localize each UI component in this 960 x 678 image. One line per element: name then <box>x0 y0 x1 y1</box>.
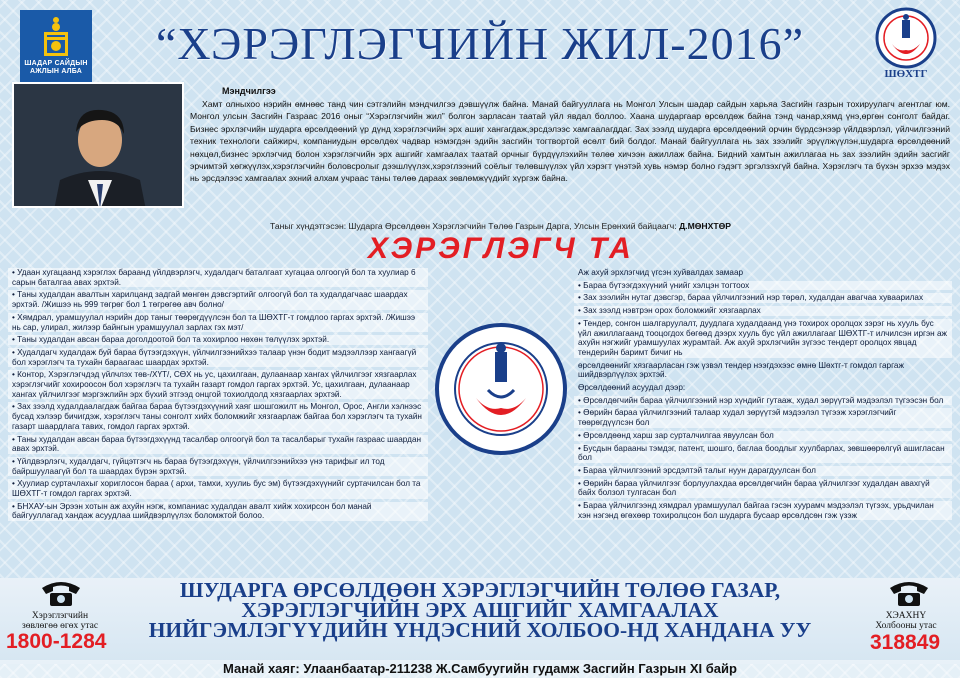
association-caption-line-2: Холбооны утас <box>875 621 937 631</box>
list-item: • Зах зээлд нэвтрэн орох боломжийг хязгаарлах <box>574 306 952 316</box>
ministry-logo-caption-1: ШАДАР САЙДЫН <box>24 60 88 67</box>
hotline-caption-line-1: Хэрэглэгчийн <box>31 611 89 621</box>
greeting-body: Хамт олныхоо нэрийн өмнөөс танд чин сэтгэлийн мэндчилгээ дэвшүүлж байна. Манай байгууллага нь Монгол Улсын шадар сайдын харьяа Засгийн газрын тохируулагч агентлаг юм. Монгол улсын Засгийн Газраас 2016 оныг “Хэрэглэгчийн жил” болгон зарласан таатай үйл явдал боллоо. Хаана шударгаар өрсөлдөж байна тэнд чанар,хямд үнэ,өргөн сонголт байдаг. Бизнес эрхлэгчийн шударга өрсөлдөөний үр дүнд хэрэглэгчийн эрх ашиг хангагдаж,эрсдэлээс хамгаалагддаг. Зах зээлд шударга өрсөлдөөний орчин бүрдсэнээр үйлдвэрлэл, үйлчилгээний техник технологи сайжирч, компаниудын өрсөлдөх чадвар нэмэгдэн эдийн засгийн тогтвортой өсөлт бий болдог. Манай байгууллага нь зах зээлийг эрүүлжүүлэн,шударга өрсөлдөөний нөхцөл,бизнес эрхлэгчид болон хэрэглэгчийн эрх ашгийг хамгаалах таатай орчныг бүрдүүлэхийн төлөө хичээн ажиллаж байна. Бидний хамтын ажиллагаа нь зах зээлийн эдийн засгийг эрчимтэй хөгжүүлэх,хэрэглэгчийн боловсролыг дээшлүүлэх,хэрэглээний соёлыг төлөвшүүлэх үйл хэрэгт үнэтэй хувь нэмэр болно гэдэгт эргэлзэхгүй байна. Хэрэглэгч та бүхэн эрхээ мэдэх нь эрсдэлээс хамгаалах эхний алхам учраас таны төлөө дараах зөвлөмжүүдийг хүргэж байна. <box>190 99 950 184</box>
list-item: • Бусдын барааны тэмдэг, патент, шошго, баглаа боодлыг хуулбарлах, зөвшөөрөлгүй ашигласан бол <box>574 444 952 463</box>
signature-prefix: Таныг хүндэтгэсэн: Шударга Өрсөлдөөн Хэрэглэгчийн Төлөө Газрын Дарга, Улсын Ерөнхий байцаагч: <box>270 221 680 231</box>
list-item: • Таны худалдан авалтын харилцанд задгай мөнгөн дэвсгэртийг олгоогүй бол та худалдагчаас шаардах эрхтэй. /Жишээ нь 999 төгрөг бол 1 төгрөгөө авч болно/ <box>8 290 428 309</box>
list-paragraph: Өрсөлдөөний асуудал дээр: <box>578 383 686 393</box>
soyombo-icon <box>43 16 69 58</box>
list-item: • Худалдагч худалдаж буй бараа бүтээгдэхүүн, үйлчилгээнийхээ талаар үнэн бодит мэдээллээр хангаагүй бол хэрэглэгч та тухайн бараагаас шаардах эрхтэй. <box>8 348 428 367</box>
list-item: • Бараа үйлчилгээнд хямдрал урамшуулал байгаа гэсэн хуурамч мэдээлэл түгээх, урьдчилан хэн нэгэнд өгөхөөр тохиролцсон бол шударга бусаар өрсөлдсөн гэж үзэж <box>574 501 952 520</box>
signature-name: Д.МӨНХТӨР <box>679 221 732 231</box>
agency-logo-caption: ШӨХТГ <box>884 68 928 80</box>
telephone-icon <box>38 578 84 608</box>
list-paragraph: Аж ахуй эрхлэгчид үгсэн хуйвалдах замаар <box>578 268 744 277</box>
ministry-logo-caption-2: АЖЛЫН АЛБА <box>29 68 83 75</box>
list-item: • Тендер, сонгон шалгаруулалт, дуудлага худалдаанд үнэ тохирох оролцох зэрэг нь хууль бус үйл ажиллагаанд тооцогдох бөгөөд дээрх хууль бус үйл ажиллагааг ШӨХТГ-т илчилсэн иргэн аж ахуйн нэгжийг урамшуулах журамтай. Аж ахуй эрхлэгчийн зүгээс тендерт оролцох явцад тендерийн баримт бичиг нь <box>574 319 952 358</box>
page-title: “ХЭРЭГЛЭГЧИЙН ЖИЛ-2016” <box>155 18 805 69</box>
list-item: • Зах зээлийн нутаг дэвсгэр, бараа үйлчилгээний нэр төрөл, худалдан авагчаа хуваарилах <box>574 293 952 303</box>
signature-line <box>270 221 731 231</box>
director-portrait <box>12 82 184 208</box>
hotline-caption-line-2: зөвлөгөө өгөх утас <box>21 621 99 631</box>
list-item: • Удаан хугацаанд хэрэглэх бараанд үйлдвэрлэгч, худалдагч баталгаат хугацаа олгоогүй бол та хуулиар 6 сарын баталгаа авах эрхтэй. <box>8 268 428 287</box>
competition-rules-list <box>574 268 952 523</box>
center-agency-emblem <box>432 320 570 458</box>
telephone-icon <box>886 578 932 608</box>
list-item: • Өрсөлдөөнд харш зар сурталчилгаа явуулсан бол <box>574 431 952 441</box>
list-item: • Бараа бүтээгдэхүүний үнийг хэлцэн тогтоох <box>574 281 952 291</box>
list-item: • Таны худалдан авсан бараа доголдоотой бол та хохирлоо нөхөн төлүүлэх эрхтэй. <box>8 335 428 345</box>
list-item: • Хямдрал, урамшуулал нэрийн дор таныг төөрөгдүүлсэн бол та ШӨХТГ-т гомдлоо гаргах эрхтэй. /Жишээ нь сар, улирал, жилээр байнгын урамшуулал зарлах гэх мэт/ <box>8 313 428 332</box>
list-item: • Зах зээлд худалдаалагдаж байгаа бараа бүтээгдэхүүний хаяг шошгожилт нь Монгол, Орос, Англи хэлнээс бусад хэлээр бичигдэж, хэрэглэгч таны сонголт хийх боломжийг хязгаарлаж байгаа бол хэрэглэгч та тухайн газарт шаардлага тавих, гомдол гаргах эрхтэй. <box>8 402 428 431</box>
list-item: • Бараа үйлчилгээний эрсдэлтэй талыг нуун дарагдуулсан бол <box>574 466 952 476</box>
address-line: Манай хаяг: Улаанбаатар-211238 Ж.Самбуугийн гудамж Засгийн Газрын XI байр <box>0 660 960 678</box>
hotline-caption <box>14 611 106 631</box>
list-item: • БНХАУ-ын Эрээн хотын аж ахуйн нэгж, компаниас худалдан авалт хийж хохирсон бол манай байгууллагад хандаж асуудлаа шийдвэрлүүлэх боломжтой болоо. <box>8 502 428 521</box>
greeting-heading: Мэндчилгээ <box>222 86 276 96</box>
list-item: • Үйлдвэрлэгч, худалдагч, гүйцэтгэгч нь бараа бүтээгдэхүүн, үйлчилгээнийхээ үнэ тарифыг ил тод байршуулаагүй бол та шаардах бүрэн эрхтэй. <box>8 457 428 476</box>
list-item: • Хуулиар суртачлахыг хориглосон бараа ( архи, тамхи, хуулиь бус эм) бүтээгдэхүүнийг суртачилсан бол та ШӨХТГ-т гомдол гаргах эрхтэй. <box>8 479 428 498</box>
ministry-logo <box>20 10 92 84</box>
list-paragraph: өрсөлдөөнийг хязгаарласан гэж үзвэл тендер нээгдэхээс өмнө Шөхтг-т гомдол гаргаж шийдвэрлүүлэх эрхтэй. <box>578 360 904 380</box>
list-item: • Өөрийн бараа үйлчилгээг борлуулахдаа өрсөлдөгчийн бараа үйлчилгээг худалдан авахгүй байх болзол тулгасан бол <box>574 479 952 498</box>
footer-main-text: ШУДАРГА ӨРСӨЛДӨӨН ХЭРЭГЛЭГЧИЙН ТӨЛӨӨ ГАЗАР, ХЭРЭГЛЭГЧИЙН ЭРХ АШГИЙГ ХАМГААЛАХ НИЙГЭМЛЭГҮҮДИЙН ҮНДЭСНИЙ ХОЛБОО-НД ХАНДАНА УУ <box>148 578 812 642</box>
hotline-number: 1800-1284 <box>6 630 107 653</box>
association-phone-number: 318849 <box>870 631 941 654</box>
list-item: • Өрсөлдөгчийн бараа үйлчилгээний нэр хүндийг гутааж, худал зөрүүтэй мэдээлэл түгээсэн бол <box>574 396 952 406</box>
list-item: • Өөрийн бараа үйлчилгээний талаар худал зөрүүтэй мэдээлэл түгээж хэрэглэгчийг төөрөгдүүлсэн бол <box>574 408 952 427</box>
consumer-rights-list <box>8 268 428 524</box>
list-item: • Контор, Хэрэглэгчдэд үйлчлэх төв-/ХҮТ/, СӨХ нь ус, цахилгаан, дулаанаар хангах үйлчилгээг хязгаарлах хэрэглэгчийг хохироосон бол хэрэглэгч та тухайн газарт гомдол гаргах эрхтэй. Ус, цахилгаан, дулаанаар хангах үйлчилгээг мэргэжлийн эрх бүхий этгээд онцгой тохиолдолд хязгаарлах эрхтэй. <box>8 370 428 399</box>
section-title: ХЭРЭГЛЭГЧ ТА <box>368 232 634 265</box>
association-caption-line-1: ХЭАХНҮ <box>885 611 927 621</box>
list-item: • Таны худалдан авсан бараа бүтээгдэхүүнд тасалбар олгоогүй бол та тасалбарыг тухайн газраас шаардан авах эрхтэй. <box>8 435 428 454</box>
association-phone-caption <box>856 611 956 631</box>
